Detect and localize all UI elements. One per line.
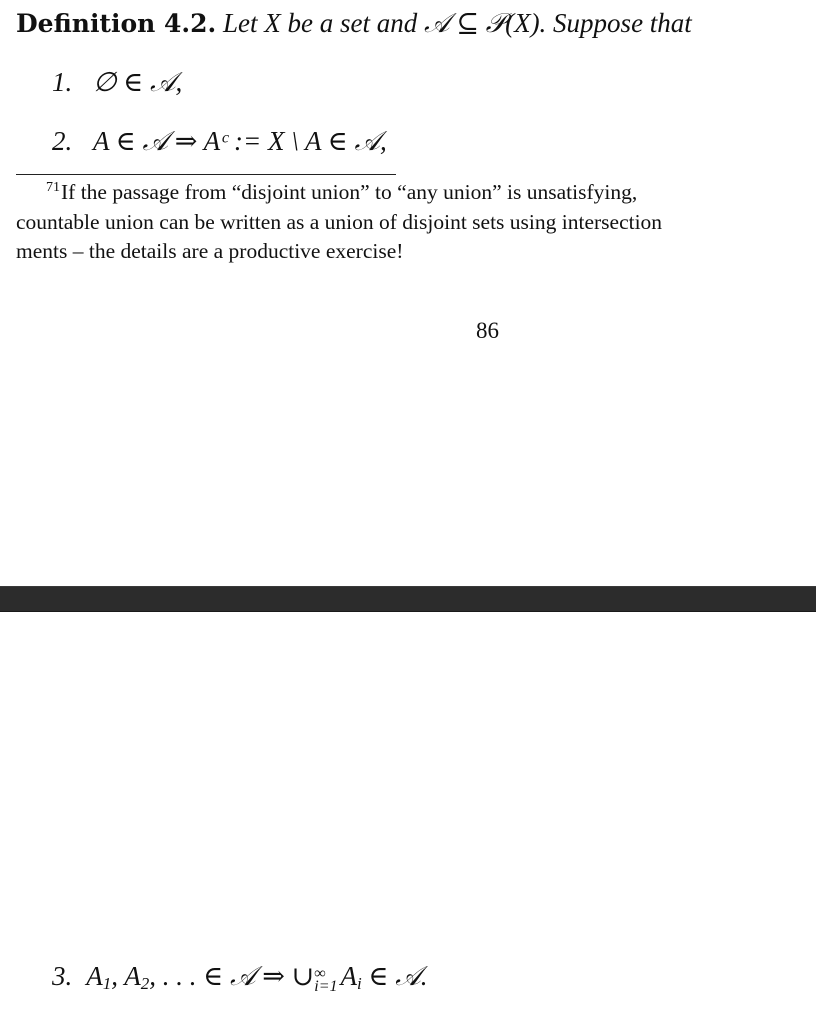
union-limits [314, 967, 337, 993]
condition-number: 2. [52, 126, 73, 156]
condition-expression [86, 961, 428, 995]
footnote-text: If the passage from “disjoint union” to “any union” is unsatisfying, [61, 180, 638, 204]
expr-part: A [86, 961, 103, 991]
expr-part: , . . . ∈ 𝒜 ⇒ ∪ [149, 961, 315, 991]
condition-expression: A ∈ 𝒜 ⇒ Aᶜ := X \ A ∈ 𝒜, [93, 126, 387, 156]
footnote-mark: 71 [46, 179, 60, 195]
expr-part: ∈ 𝒜. [361, 961, 428, 991]
definition-line [16, 4, 692, 43]
footnote [16, 178, 816, 267]
footnote-line-1 [16, 178, 816, 208]
pdf-page-lower [0, 612, 816, 1010]
condition-number: 3. [52, 961, 73, 991]
expr-subscript: 2 [140, 974, 150, 993]
definition-statement: Let X be a set and 𝒜 ⊆ 𝒫(X). Suppose that [222, 8, 692, 38]
page-number: 86 [476, 318, 499, 343]
condition-item-3 [52, 958, 428, 1002]
union-lower-limit: i=1 [314, 978, 338, 995]
footnote-divider [16, 174, 396, 175]
expr-subscript: i [357, 974, 362, 993]
expr-part: A [340, 961, 358, 991]
union-upper-limit: ∞ [314, 965, 326, 982]
condition-item-2 [52, 123, 387, 159]
page-gap-separator [0, 586, 816, 612]
condition-expression: ∅ ∈ 𝒜, [93, 67, 183, 97]
expr-subscript: 1 [102, 974, 112, 993]
footnote-line-2: countable union can be written as a union of disjoint sets using intersection [16, 209, 663, 234]
definition-heading: Definition 4.2. [16, 9, 217, 38]
footnote-line-3: ments – the details are a productive exercise! [16, 239, 404, 263]
expr-part: , A [111, 961, 141, 991]
condition-item-1 [52, 64, 182, 100]
condition-number: 1. [52, 67, 73, 97]
